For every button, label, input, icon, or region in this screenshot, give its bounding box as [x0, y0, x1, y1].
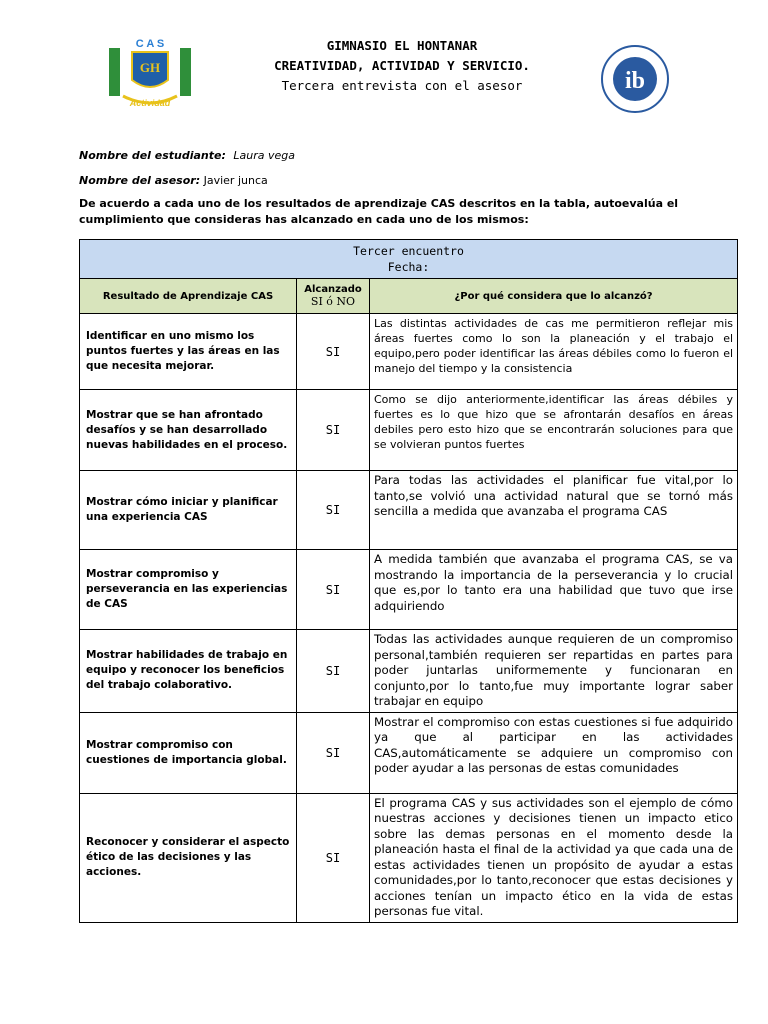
student-name-value: Laura vega: [233, 149, 295, 162]
reason-cell: Como se dijo anteriormente,identificar las áreas débiles y fuertes es lo que hizo que se afrontarán desafíos en áreas debiles pero esto hizo que se encontrarán soluciones para que se volvieran puntos fuertes: [370, 390, 738, 471]
reason-cell: Todas las actividades aunque requieren de un compromiso personal,también requieren ser repartidas en partes para poder juntarlas uniformemente y funcionaran en conjunto,por lo tanto,fue muy importante lograr saber trabajar en equipo: [370, 630, 738, 713]
table-row: [80, 471, 738, 550]
table-row: [80, 712, 738, 793]
outcome-cell: Mostrar compromiso y perseverancia en las experiencias de CAS: [80, 550, 297, 630]
achieved-cell: SI: [297, 314, 370, 390]
outcome-cell: Mostrar cómo iniciar y planificar una experiencia CAS: [80, 471, 297, 550]
student-name-field: [79, 149, 295, 162]
table-row: [80, 550, 738, 630]
table-row: [80, 630, 738, 713]
program-name: CREATIVIDAD, ACTIVIDAD Y SERVICIO.: [274, 58, 530, 73]
document-header: [200, 36, 604, 96]
achieved-cell: SI: [297, 712, 370, 793]
svg-text:C A S: C A S: [135, 38, 165, 50]
table-caption: [80, 240, 738, 279]
svg-text:Actividad: Actividad: [129, 98, 171, 108]
achieved-cell: SI: [297, 630, 370, 713]
instructions: De acuerdo a cada uno de los resultados de aprendizaje CAS descritos en la tabla, autoevalúa el cumplimiento que consideras has alcanzado en cada uno de los mismos:: [79, 197, 679, 226]
outcome-cell: Mostrar que se han afrontado desafíos y se han desarrollado nuevas habilidades en el proceso.: [80, 390, 297, 471]
achieved-cell: SI: [297, 390, 370, 471]
table-row: [80, 314, 738, 390]
advisor-name-label: Nombre del asesor:: [79, 174, 201, 187]
col-header-outcome: Resultado de Aprendizaje CAS: [80, 279, 297, 314]
document-title: Tercera entrevista con el asesor: [281, 78, 523, 93]
table-row: [80, 793, 738, 922]
reason-cell: A medida también que avanzaba el programa CAS, se va mostrando la importancia de la perseverancia y lo crucial que es,por lo tanto era una habilidad que tuvo que irse adquiriendo: [370, 550, 738, 630]
outcome-cell: Reconocer y considerar el aspecto ético de las decisiones y las acciones.: [80, 793, 297, 922]
reason-cell: Las distintas actividades de cas me permitieron reflejar mis áreas fuertes como lo son la planeación y el trabajo el equipo,pero poder identificar las áreas débiles como lo fueron el manejo del tiempo y la consistencia: [370, 314, 738, 390]
table-row: [80, 390, 738, 471]
advisor-name-value: Javier junca: [203, 174, 268, 187]
cas-outcomes-table: [79, 239, 738, 923]
ib-logo: [600, 44, 670, 114]
col-header-achieved: [297, 279, 370, 314]
meeting-title: Tercer encuentro: [353, 244, 464, 258]
advisor-name-field: [79, 174, 268, 187]
svg-text:ib: ib: [624, 68, 646, 94]
outcome-cell: Mostrar habilidades de trabajo en equipo y reconocer los beneficios del trabajo colaborativo.: [80, 630, 297, 713]
achieved-cell: SI: [297, 793, 370, 922]
achieved-cell: SI: [297, 550, 370, 630]
reason-cell: Para todas las actividades el planificar fue vital,por lo tanto,se volvió una actividad natural que se tornó más sencilla a medida que avanzaba el programa CAS: [370, 471, 738, 550]
outcome-cell: Identificar en uno mismo los puntos fuertes y las áreas en las que necesita mejorar.: [80, 314, 297, 390]
outcome-cell: Mostrar compromiso con cuestiones de importancia global.: [80, 712, 297, 793]
cas-school-logo: [105, 34, 195, 112]
achieved-cell: SI: [297, 471, 370, 550]
reason-cell: El programa CAS y sus actividades son el ejemplo de cómo nuestras acciones y decisiones tienen un impacto etico sobre las demas personas en el momento desde la planeación hasta el final de la actividad ya que cada una de estas actividades tienen un propósito de ayudar a estas comunidades,por lo tanto,reconocer que estas decisiones y acciones tenían un impacto ético en la vida de estas personas fue vital.: [370, 793, 738, 922]
student-name-label: Nombre del estudiante:: [79, 149, 226, 162]
svg-text:GH: GH: [139, 60, 161, 75]
col-header-reason: ¿Por qué considera que lo alcanzó?: [370, 279, 738, 314]
col-header-achieved-sub: SI ó NO: [310, 295, 356, 308]
col-header-achieved-label: Alcanzado: [304, 284, 362, 295]
date-label: Fecha:: [387, 260, 430, 274]
school-name: GIMNASIO EL HONTANAR: [326, 38, 478, 53]
reason-cell: Mostrar el compromiso con estas cuestiones si fue adquirido ya que al participar en las actividades CAS,automáticamente se adquiere un compromiso con poder ayudar a las personas de estas comunidades: [370, 712, 738, 793]
